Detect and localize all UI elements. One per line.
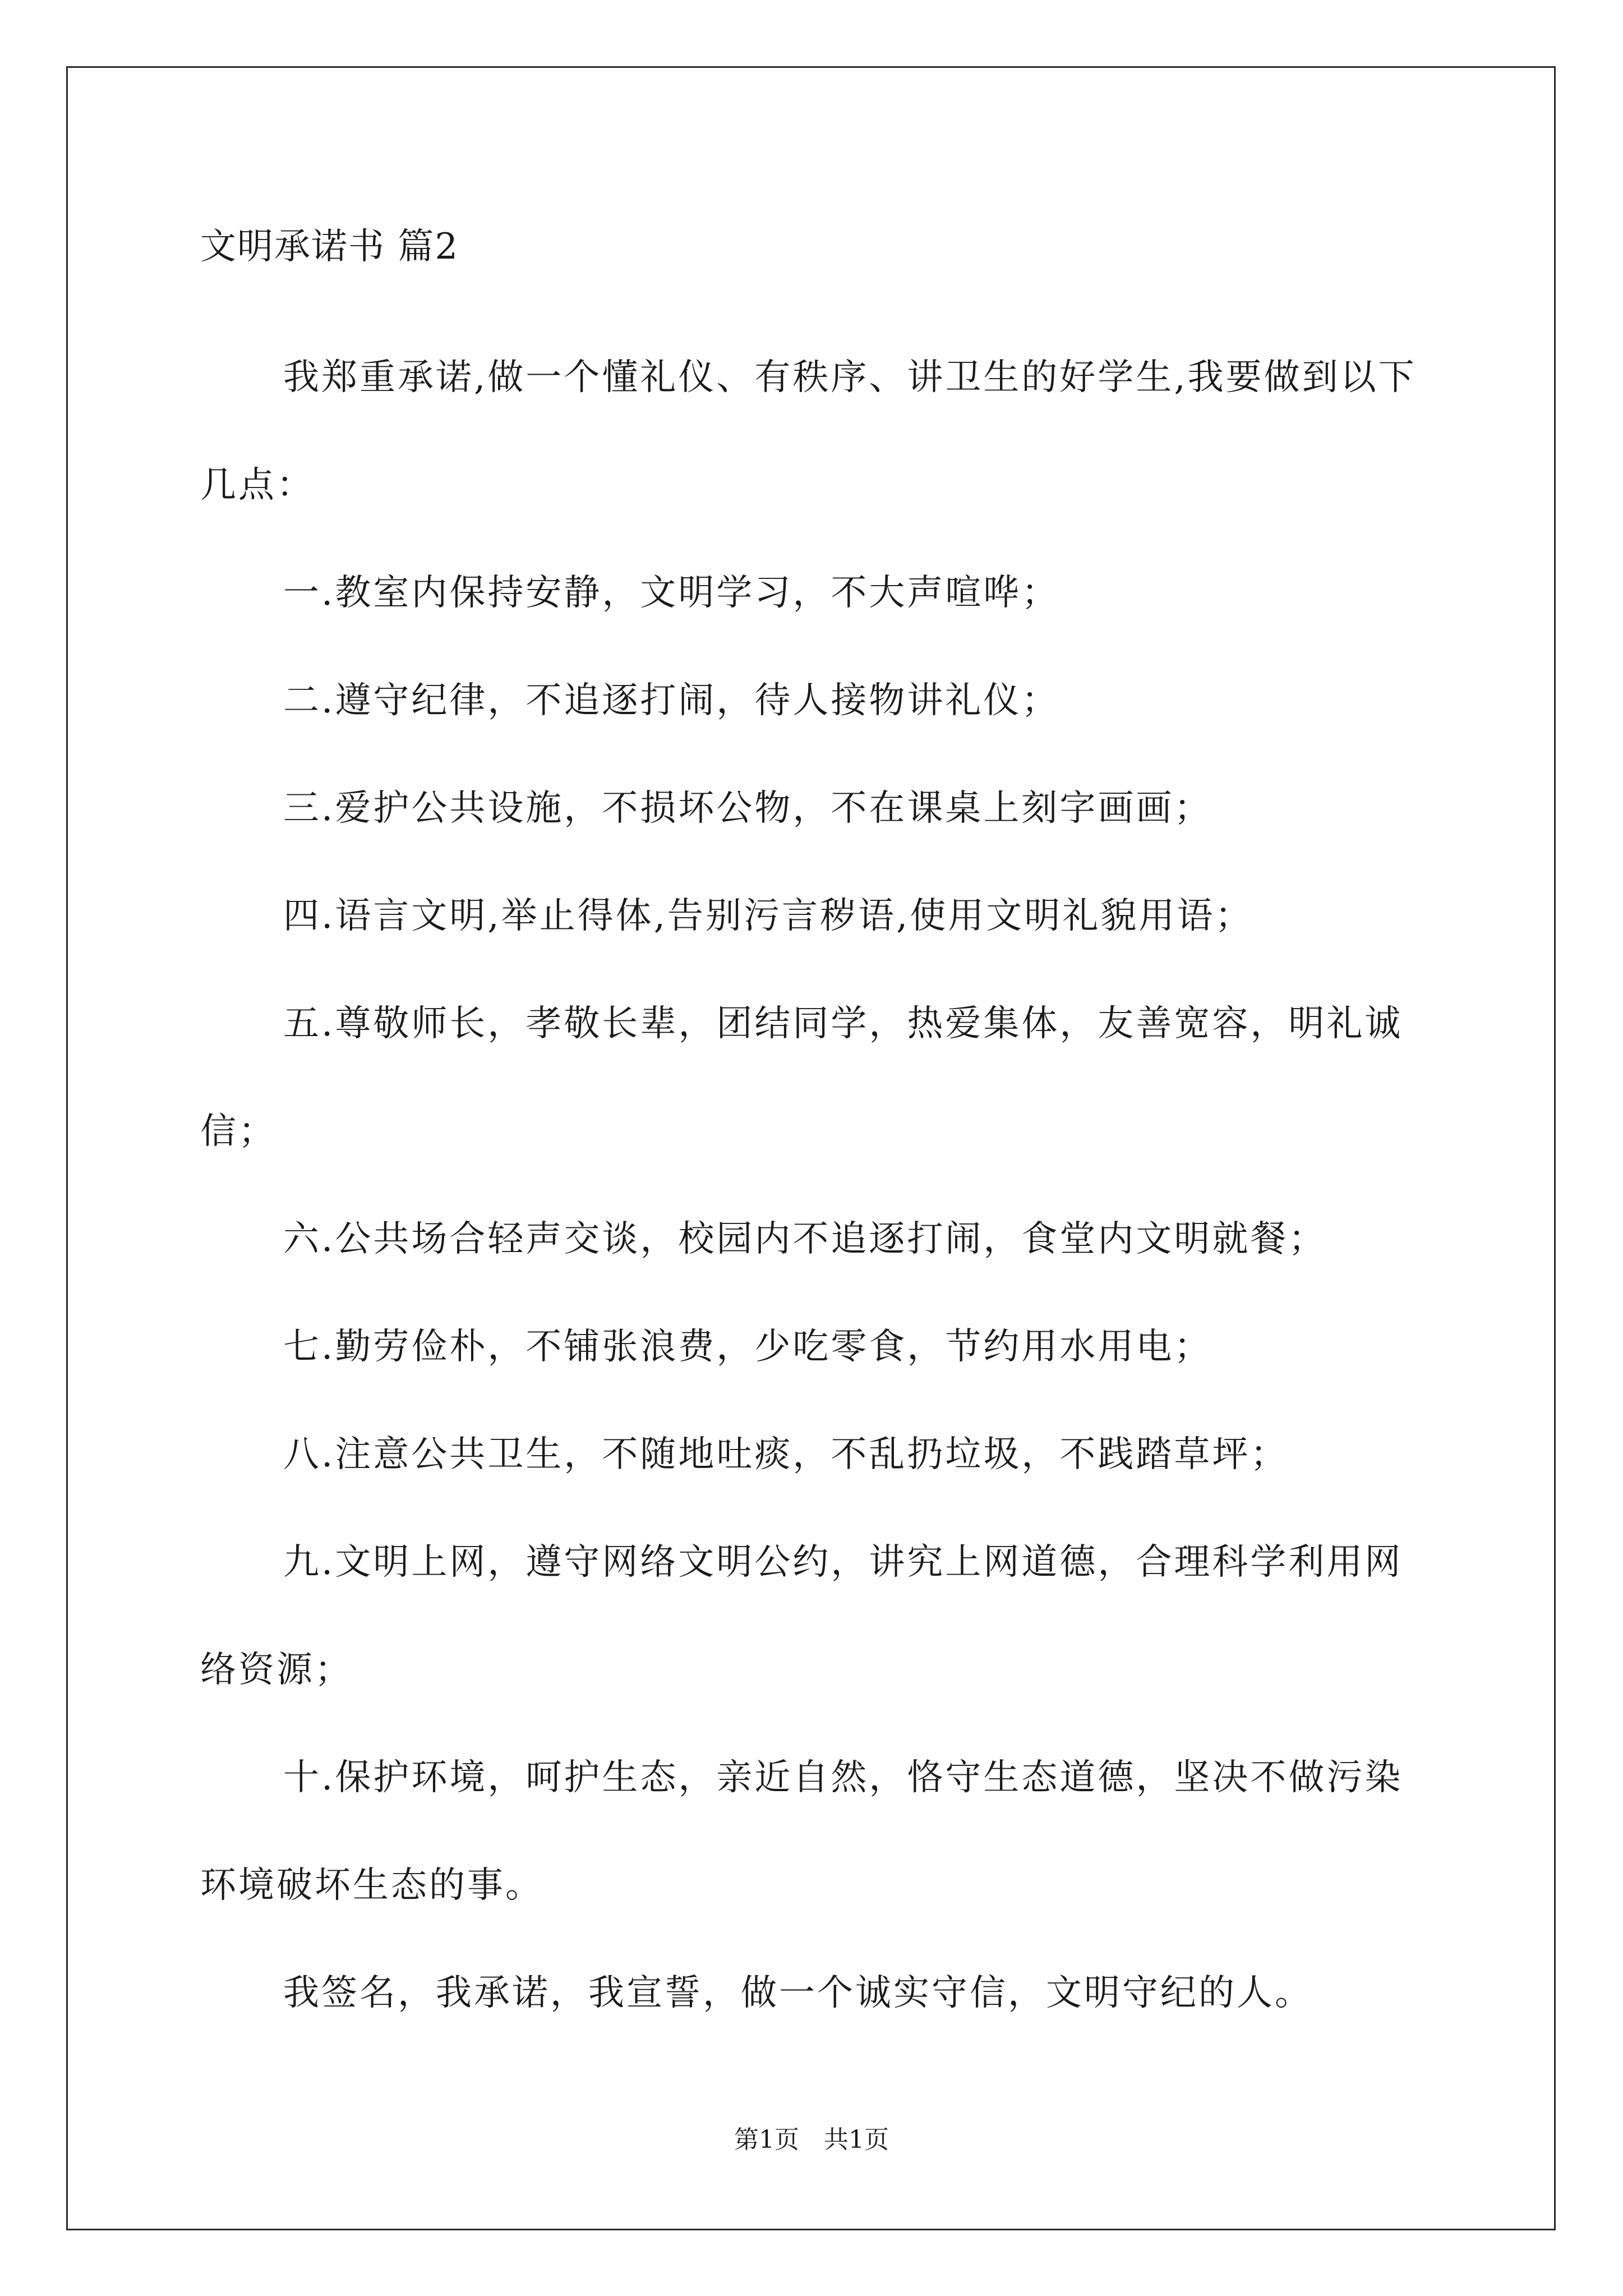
paragraph-item-3: 三.爱护公共设施，不损坏公物，不在课桌上刻字画画； [283, 788, 1212, 829]
paragraph-item-2: 二.遵守纪律，不追逐打闹，待人接物讲礼仪； [283, 680, 1060, 721]
paragraph-item-6: 六.公共场合轻声交谈，校园内不追逐打闹，食堂内文明就餐； [283, 1218, 1327, 1260]
page-number-footer: 第1页 共1页 [734, 2125, 889, 2154]
document-title: 文明承诺书 篇2 [200, 226, 459, 268]
paragraph-item-9: 九.文明上网，遵守网络文明公约，讲究上网道德，合理科学利用网络资源； [200, 1542, 1403, 1691]
paragraph-item-4: 四.语言文明,举止得体,告别污言秽语,使用文明礼貌用语； [283, 895, 1253, 937]
paragraph-closing: 我签名，我承诺，我宣誓，做一个诚实守信，文明守纪的人。 [283, 1972, 1313, 2014]
paragraph-item-1: 一.教室内保持安静，文明学习，不大声喧哗； [283, 572, 1060, 614]
document-body [200, 324, 1434, 2047]
paragraph-item-5: 五.尊敬师长，孝敬长辈，团结同学，热爱集体，友善宽容，明礼诚信； [200, 1003, 1403, 1152]
paragraph-item-7: 七.勤劳俭朴，不铺张浪费，少吃零食，节约用水用电； [283, 1326, 1212, 1368]
paragraph-item-8: 八.注意公共卫生，不随地吐痰，不乱扔垃圾，不践踏草坪； [283, 1434, 1289, 1475]
paragraph-intro: 我郑重承诺,做一个懂礼仪、有秩序、讲卫生的好学生,我要做到以下几点： [200, 357, 1417, 506]
paragraph-item-10: 十.保护环境，呵护生态，亲近自然，恪守生态道德，坚决不做污染环境破坏生态的事。 [200, 1757, 1403, 1906]
